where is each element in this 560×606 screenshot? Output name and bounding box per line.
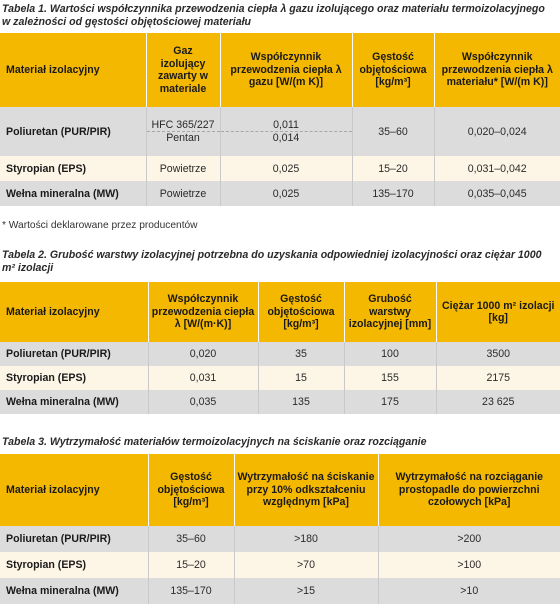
table1-gas-value: Powietrze xyxy=(146,156,220,181)
table-row xyxy=(0,366,560,390)
table2-cell: 0,031 xyxy=(148,366,258,390)
table2-cell: 155 xyxy=(344,366,436,390)
table1-header-lambda-gas: Współczynnik przewodzenia ciepła λ gazu [W/(m K)] xyxy=(220,33,352,107)
table-row xyxy=(0,552,560,578)
table3-cell: >200 xyxy=(378,526,560,552)
table2-cell: 35 xyxy=(258,342,344,366)
table-row xyxy=(0,181,560,206)
table-row xyxy=(0,342,560,366)
table2-header-material: Materiał izolacyjny xyxy=(0,282,148,342)
table1-header-row xyxy=(0,33,560,107)
table1-lambda-gas-value: 0,014 xyxy=(221,131,352,144)
table3-row-material: Poliuretan (PUR/PIR) xyxy=(0,526,148,552)
table1-lambda-material-value: 0,020–0,024 xyxy=(434,107,560,156)
table2-header-lambda: Współczynnik przewodzenia ciepła λ [W/(m·K)] xyxy=(148,282,258,342)
table2-cell: 100 xyxy=(344,342,436,366)
table1-gas-value: Powietrze xyxy=(146,181,220,206)
table1-row-material: Poliuretan (PUR/PIR) xyxy=(0,107,146,156)
table3-cell: >70 xyxy=(234,552,378,578)
table2-cell: 0,020 xyxy=(148,342,258,366)
table1-header-density: Gęstość objętościowa [kg/m³] xyxy=(352,33,434,107)
table2-cell: 175 xyxy=(344,390,436,414)
table1-lambda-gas-value: 0,025 xyxy=(220,156,352,181)
table1-gas-split-cell xyxy=(146,107,220,156)
table1-footnote: * Wartości deklarowane przez producentów xyxy=(2,220,198,231)
table3 xyxy=(0,454,560,604)
table2-header-row xyxy=(0,282,560,342)
table1-lambda-material-value: 0,031–0,042 xyxy=(434,156,560,181)
table2-row-material: Wełna mineralna (MW) xyxy=(0,390,148,414)
table1-lambda-gas-value: 0,025 xyxy=(220,181,352,206)
table1-row-material: Wełna mineralna (MW) xyxy=(0,181,146,206)
table1-header-material: Materiał izolacyjny xyxy=(0,33,146,107)
table3-row-material: Styropian (EPS) xyxy=(0,552,148,578)
table3-row-material: Wełna mineralna (MW) xyxy=(0,578,148,604)
table2-caption-prefix: Tabela 2. xyxy=(2,249,47,261)
table2-header-weight: Ciężar 1000 m² izolacji [kg] xyxy=(436,282,560,342)
table2 xyxy=(0,282,560,414)
table3-cell: 35–60 xyxy=(148,526,234,552)
table-row xyxy=(0,578,560,604)
table3-cell: >15 xyxy=(234,578,378,604)
table1-lambda-material-value: 0,035–0,045 xyxy=(434,181,560,206)
table-row xyxy=(0,107,560,156)
table3-cell: >10 xyxy=(378,578,560,604)
table1-row-material: Styropian (EPS) xyxy=(0,156,146,181)
table3-cell: >100 xyxy=(378,552,560,578)
table-row xyxy=(0,526,560,552)
table2-header-thickness: Grubość warstwy izolacyjnej [mm] xyxy=(344,282,436,342)
table3-header-tension: Wytrzymałość na rozciąganie prostopadle do powierzchni czołowych [kPa] xyxy=(378,454,560,526)
table3-header-row xyxy=(0,454,560,526)
table1-gas-value: Pentan xyxy=(147,131,220,144)
table1-header-gas: Gaz izolujący zawarty w materiale xyxy=(146,33,220,107)
table1-density-value: 15–20 xyxy=(352,156,434,181)
table2-cell: 135 xyxy=(258,390,344,414)
table2-cell: 0,035 xyxy=(148,390,258,414)
table2-cell: 23 625 xyxy=(436,390,560,414)
table1-header-lambda-material: Współczynnik przewodzenia ciepła λ materiału* [W/(m K)] xyxy=(434,33,560,107)
table2-caption xyxy=(2,249,554,275)
table2-caption-text: Grubość warstwy izolacyjnej potrzebna do uzyskania odpowiedniej izolacyjności oraz ciężar 1000 m² izolacji xyxy=(2,249,542,274)
table3-header-compression: Wytrzymałość na ściskanie przy 10% odkształceniu względnym [kPa] xyxy=(234,454,378,526)
table2-cell: 3500 xyxy=(436,342,560,366)
table3-header-density: Gęstość objętościowa [kg/m³] xyxy=(148,454,234,526)
table2-row-material: Styropian (EPS) xyxy=(0,366,148,390)
table2-cell: 2175 xyxy=(436,366,560,390)
table-row xyxy=(0,390,560,414)
table1-gas-value: HFC 365/227 xyxy=(151,119,215,131)
table1-density-value: 35–60 xyxy=(352,107,434,156)
table1-caption xyxy=(2,3,554,29)
table3-cell: 135–170 xyxy=(148,578,234,604)
table2-row-material: Poliuretan (PUR/PIR) xyxy=(0,342,148,366)
table1-lambda-gas-split-cell xyxy=(220,107,352,156)
table3-caption xyxy=(2,436,554,449)
table2-header-density: Gęstość objętościowa [kg/m³] xyxy=(258,282,344,342)
table1-caption-prefix: Tabela 1. xyxy=(2,3,47,15)
table3-cell: >180 xyxy=(234,526,378,552)
table3-caption-prefix: Tabela 3. xyxy=(2,436,47,448)
table1-density-value: 135–170 xyxy=(352,181,434,206)
table2-cell: 15 xyxy=(258,366,344,390)
table1-caption-text: Wartości współczynnika przewodzenia ciepła λ gazu izolującego oraz materiału termoizolacyjnego w zależności od gęstości objętościowej materiału xyxy=(2,3,545,28)
table3-header-material: Materiał izolacyjny xyxy=(0,454,148,526)
table1-lambda-gas-value: 0,011 xyxy=(273,119,299,131)
table-row xyxy=(0,156,560,181)
table3-caption-text: Wytrzymałość materiałów termoizolacyjnych na ściskanie oraz rozciąganie xyxy=(46,436,427,448)
table3-cell: 15–20 xyxy=(148,552,234,578)
table1 xyxy=(0,33,560,206)
